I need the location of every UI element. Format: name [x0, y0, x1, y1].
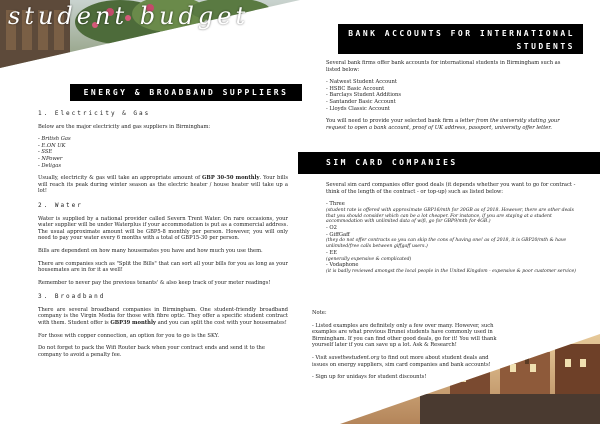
note-3: - Sign up for unidays for student discounts! [312, 374, 427, 381]
bank-requirements [326, 118, 576, 131]
website-link[interactable]: savethestudent.org [328, 354, 380, 361]
page-title: student budget [8, 2, 250, 30]
text: and you can split the cost with your housemates! [155, 320, 287, 327]
broadband-paragraph [38, 307, 288, 327]
water-paragraph: Water is supplied by a national provider called Severn Trent Water. On rare occasions, your water supplier will be under Waterplus if your accommodation is put as a commercial address. The usual approximate amount will be GBP5-8 monthly per person. However, you will only need to pay your water every 6 months with a total of GBP15-30 per person. [38, 215, 288, 242]
list-item: - SSE [38, 149, 53, 156]
sim-giffgaff: - GiffGaff [326, 231, 350, 238]
sim-vodafone: - Vodaphone [326, 262, 359, 269]
split-bills-paragraph: There are companies such as "Split the Bills" that can sort all your bills for you as long as your housemates are in for it as well! [38, 260, 288, 274]
text: There are several broadband companies in Birmingham. One student-friendly broadband company is the Virgin Media for those with fibre optic. They offer a specific student contract with them. Student offer is [38, 306, 288, 327]
cost-highlight: GBP39 monthly [110, 320, 156, 327]
list-item: - British Gas [38, 136, 71, 143]
sim-vodafone-note: (it is badly reviewed amongst the local people in the United Kingdom - expensive & poor customer service) [326, 268, 576, 274]
list-item: - Lloyds Classic Account [326, 105, 390, 112]
bills-paragraph: Bills are dependent on how many housemates you have and how much you use them. [38, 247, 263, 254]
requirements-text: letter from the university stating your request to open a bank account, proof of UK address, passport, university offer letter. [326, 118, 560, 131]
list-item: - Santander Basic Account [326, 98, 396, 105]
energy-section [38, 103, 288, 364]
sim-ee-note: (generally expensive & complicated) [326, 256, 412, 262]
list-item: - HSBC Basic Account [326, 85, 385, 92]
sim-three: - Three [326, 201, 345, 208]
text: Usually, electricity & gas will take an appropriate amount of [38, 175, 202, 182]
bank-section [326, 60, 576, 137]
energy-intro: Below are the major electricity and gas suppliers in Birmingham: [38, 123, 211, 130]
text: to find out more about student deals and issues on energy suppliers, sim card companies and bank accounts! [312, 354, 491, 368]
bank-intro: Several bank firms offer bank accounts for international students in Birmingham such as listed below: [326, 60, 561, 73]
broadband-subheading: 3. Broadband [38, 293, 106, 301]
sim-ee: - EE [326, 249, 337, 256]
electricity-subheading: 1. Electricity & Gas [38, 110, 151, 117]
sim-heading: SIM CARD COMPANIES [298, 152, 600, 174]
text: You will need to provide your selected bank firm a [326, 118, 460, 125]
tenants-paragraph: Remember to never pay the previous tenants' & also keep track of your meter readings! [38, 279, 271, 286]
energy-heading: ENERGY & BROADBAND SUPPLIERS [70, 84, 302, 101]
list-item: - E.ON UK [38, 142, 66, 149]
list-item: - Natwest Student Account [326, 79, 397, 86]
cost-highlight: GBP 30-50 monthly [202, 175, 260, 182]
sim-giffgaff-note: (they do not offer contracts so you can skip the cons of having one! as of 2018, it is GBP20/mth & have unlimited/free calls between giffgaff users.) [326, 238, 567, 250]
sim-intro: Several sim card companies offer good deals (it depends whether you want to go for contract - think of the length of the contract - or top-up) such as listed below: [326, 182, 576, 195]
list-item: - Deligas [38, 162, 62, 169]
list-item: - Barclays Student Additions [326, 92, 402, 99]
sim-three-note: (student rate is offered with approximate GBP16/mth for 30GB as of 2018. However, there are other deals that you should consider which can be a lot cheaper. For instance, if you are staying at a student accommodation with unlimited data of wifi, go for GBP9/mth for 4GB.) [326, 207, 574, 225]
sim-section [326, 182, 578, 275]
water-subheading: 2. Water [38, 201, 83, 209]
supplier-list [38, 136, 288, 169]
energy-cost-paragraph [38, 175, 288, 195]
text: - Visit [312, 354, 329, 361]
note-2 [312, 355, 502, 368]
bank-heading: BANK ACCOUNTS FOR INTERNATIONAL STUDENTS [338, 24, 583, 54]
list-item: - NPower [38, 155, 63, 162]
sim-o2: - O2 [326, 225, 337, 232]
bank-list [326, 79, 576, 112]
text: . Your bills will reach its peak during winter season as the electric heater / house heater will take up a lot! [38, 175, 288, 195]
notes-label: Note: [312, 310, 327, 316]
router-paragraph: Do not forget to pack the Wifi Router back when your contract ends and send it to the company to avoid a penalty fee. [38, 345, 265, 358]
note-1: - Listed examples are definitely only a few over many. However, such examples are what previous Brunei students have commonly used in Birmingham. If you can find other good deals, go for it! You will thank yourself later if you can save up a lot. Ask & Research! [312, 322, 497, 349]
sky-paragraph: For those with copper connection, an option for you to go is the SKY. [38, 332, 220, 339]
notes-section [312, 310, 502, 387]
